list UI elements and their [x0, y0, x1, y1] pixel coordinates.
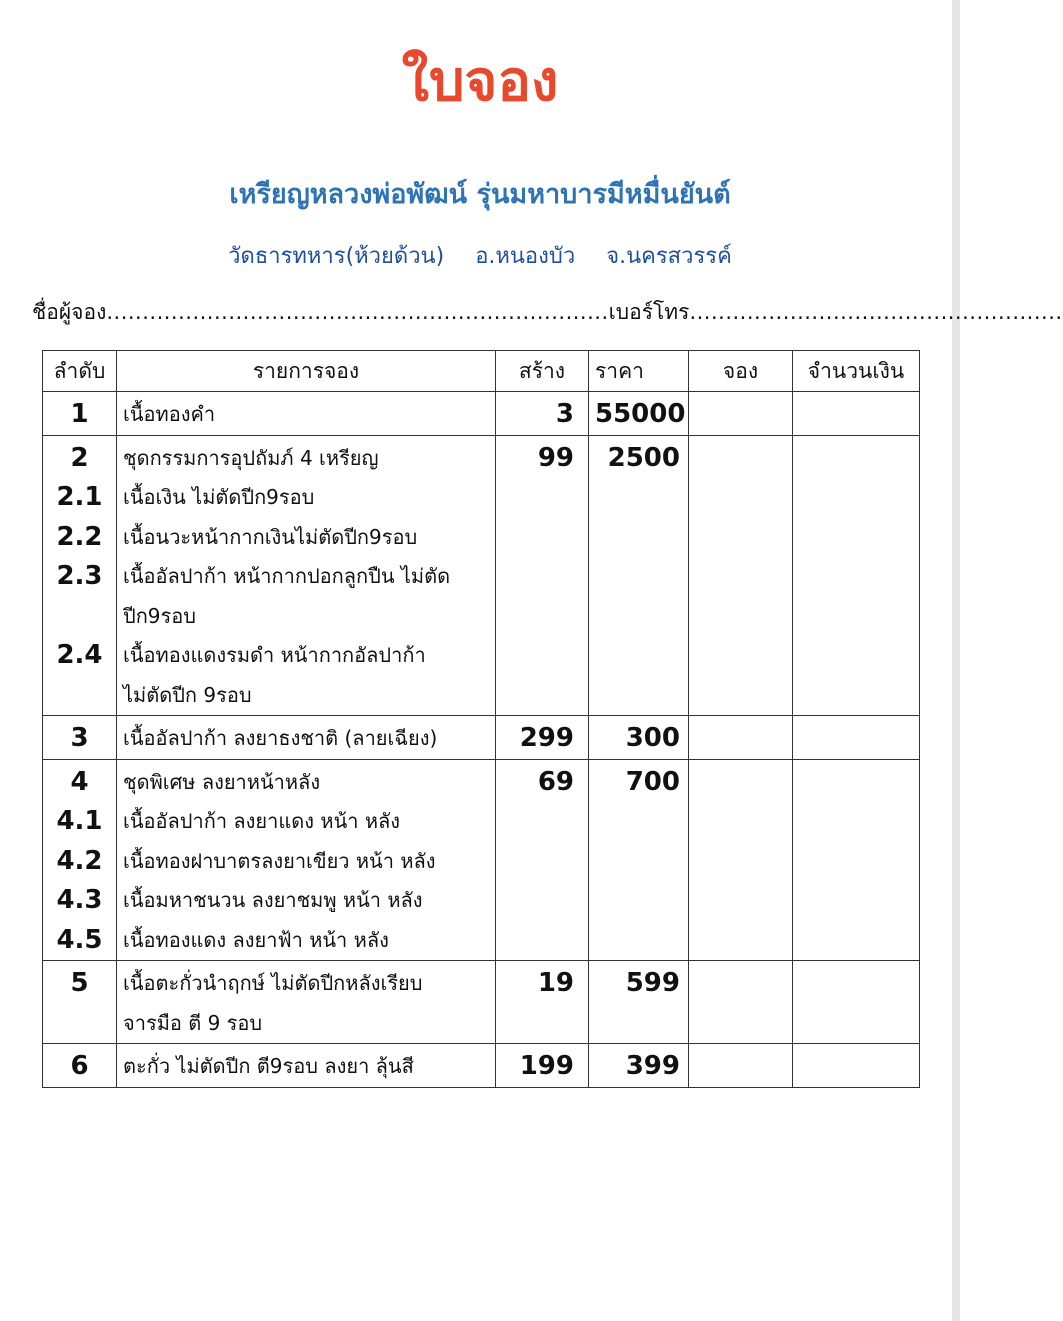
order-number — [49, 1004, 110, 1044]
item-description: เนื้อมหาชนวน ลงยาชมพู หน้า หลัง — [123, 888, 423, 912]
price-cell: 599 — [589, 961, 689, 1044]
order-cell — [43, 1044, 117, 1088]
booked-qty-cell[interactable] — [689, 435, 793, 716]
amount-cell[interactable] — [793, 1044, 920, 1088]
item-cell — [117, 759, 496, 961]
page-title: ใบจอง — [401, 49, 559, 114]
amount-cell[interactable] — [793, 716, 920, 760]
item-description: ชุดกรรมการอุปถัมภ์ 4 เหรียญ — [123, 445, 379, 470]
booked-qty-cell[interactable] — [689, 1044, 793, 1088]
booker-info-line — [32, 296, 1063, 329]
table-row — [43, 759, 920, 961]
item-description: เนื้ออัลปาก้า หน้ากากปอกลูกปืน ไม่ตัด — [123, 564, 451, 588]
order-number: 4.2 — [56, 845, 103, 876]
created-qty-cell: 199 — [496, 1044, 589, 1088]
temple-name: วัดธารทหาร(ห้วยด้วน) — [228, 244, 445, 269]
order-number — [49, 676, 110, 716]
price-cell: 700 — [589, 759, 689, 961]
item-cell — [117, 1044, 496, 1088]
order-number: 6 — [70, 1051, 89, 1081]
phone-label: เบอร์โทร — [608, 300, 690, 324]
table-row — [43, 1044, 920, 1088]
order-number: 2.2 — [56, 521, 103, 552]
order-number: 1 — [70, 399, 89, 429]
created-qty-cell: 3 — [496, 392, 589, 436]
order-cell — [43, 716, 117, 760]
order-cell — [43, 961, 117, 1044]
item-cell — [117, 716, 496, 760]
booked-qty-cell[interactable] — [689, 759, 793, 961]
table-row — [43, 716, 920, 760]
order-cell — [43, 392, 117, 436]
order-number: 4.5 — [56, 924, 103, 955]
item-description: จารมือ ตี 9 รอบ — [123, 1010, 263, 1035]
item-cell — [117, 392, 496, 436]
name-field[interactable]: ...................................................................... — [106, 300, 609, 324]
created-qty-cell: 19 — [496, 961, 589, 1044]
header-amount: จำนวนเงิน — [793, 351, 920, 392]
header-created: สร้าง — [496, 351, 589, 392]
item-description: เนื้อเงิน ไม่ตัดปีก9รอบ — [123, 485, 315, 509]
item-description: ตะกั่ว ไม่ตัดปีก ตี9รอบ ลงยา ลุ้นสี — [123, 1054, 414, 1078]
item-description: เนื้ออัลปาก้า ลงยาธงชาติ (ลายเฉียง) — [123, 726, 438, 750]
created-qty-cell: 299 — [496, 716, 589, 760]
order-number: 2.1 — [56, 482, 103, 512]
item-description: เนื้อทองแดงรมดำ หน้ากากอัลปาก้า — [123, 643, 426, 667]
item-description: เนื้อทองฝาบาตรลงยาเขียว หน้า หลัง — [123, 848, 436, 873]
price-cell: 2500 — [589, 435, 689, 716]
page-subtitle: เหรียญหลวงพ่อพัฒน์ รุ่นมหาบารมีหมื่นยันต์ — [229, 179, 731, 210]
table-row — [43, 435, 920, 716]
item-cell — [117, 435, 496, 716]
district-name: อ.หนองบัว — [475, 244, 576, 269]
item-description: ชุดพิเศษ ลงยาหน้าหลัง — [123, 769, 321, 794]
order-number: 4.3 — [56, 885, 103, 915]
order-cell — [43, 759, 117, 961]
item-description: เนื้อทองแดง ลงยาฟ้า หน้า หลัง — [123, 927, 389, 952]
order-number: 2.4 — [56, 640, 103, 670]
item-description: เนื้อทองคำ — [123, 402, 216, 426]
item-description: ปีก9รอบ — [123, 603, 196, 628]
table-row — [43, 961, 920, 1044]
header-item: รายการจอง — [117, 351, 496, 392]
price-cell: 300 — [589, 716, 689, 760]
booked-qty-cell[interactable] — [689, 392, 793, 436]
booked-qty-cell[interactable] — [689, 716, 793, 760]
order-number: 2.3 — [56, 561, 103, 591]
order-number: 2 — [70, 442, 89, 473]
amount-cell[interactable] — [793, 435, 920, 716]
header-booked: จอง — [689, 351, 793, 392]
table-row — [43, 392, 920, 436]
amount-cell[interactable] — [793, 759, 920, 961]
item-cell — [117, 961, 496, 1044]
created-qty-cell: 69 — [496, 759, 589, 961]
header-price: ราคา — [589, 351, 689, 392]
order-cell — [43, 435, 117, 716]
header-order: ลำดับ — [43, 351, 117, 392]
province-name: จ.นครสวรรค์ — [606, 244, 732, 269]
item-description: ไม่ตัดปีก 9รอบ — [123, 682, 252, 707]
price-cell: 399 — [589, 1044, 689, 1088]
item-description: เนื้อนวะหน้ากากเงินไม่ตัดปีก9รอบ — [123, 524, 418, 549]
price-cell: 55000 — [589, 392, 689, 436]
order-number: 4.1 — [56, 806, 103, 836]
phone-field[interactable]: .................................................... — [689, 300, 1063, 324]
location-line — [0, 238, 960, 273]
booked-qty-cell[interactable] — [689, 961, 793, 1044]
table-header-row — [43, 351, 920, 392]
order-number: 3 — [70, 723, 89, 753]
order-number: 5 — [70, 968, 89, 998]
created-qty-cell: 99 — [496, 435, 589, 716]
amount-cell[interactable] — [793, 392, 920, 436]
order-number — [49, 597, 110, 637]
booking-table — [42, 350, 920, 1088]
name-label: ชื่อผู้จอง — [32, 300, 107, 324]
item-description: เนื้อตะกั่วนำฤกษ์ ไม่ตัดปีกหลังเรียบ — [123, 971, 423, 995]
order-number: 4 — [70, 766, 89, 797]
amount-cell[interactable] — [793, 961, 920, 1044]
item-description: เนื้ออัลปาก้า ลงยาแดง หน้า หลัง — [123, 809, 401, 833]
